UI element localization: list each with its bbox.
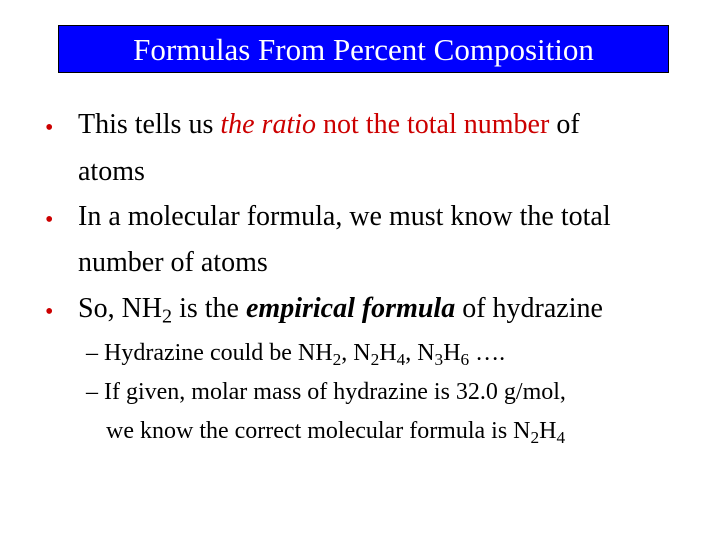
bullet-3-text-end: of hydrazine — [455, 293, 603, 324]
formula-element: H — [539, 418, 557, 444]
subscript: 2 — [530, 427, 540, 447]
slide-title: Formulas From Percent Composition — [133, 31, 594, 67]
subscript: 6 — [460, 349, 470, 369]
formula-separator: , N — [405, 340, 435, 366]
bullet-1-emphasis: the ratio — [220, 109, 317, 140]
sub-bullet-1-text: Hydrazine could be NH — [104, 340, 333, 366]
subscript: 3 — [434, 349, 444, 369]
subscript: 2 — [332, 349, 342, 369]
bullet-marker: • — [45, 115, 54, 141]
subscript: 2 — [370, 349, 380, 369]
bullet-2-line-2: number of atoms — [78, 247, 268, 278]
bullet-1-text-end: of — [549, 109, 580, 140]
bullet-1-text: This tells us — [78, 109, 221, 140]
dash-marker: – — [86, 340, 98, 366]
bullet-marker: • — [45, 299, 54, 325]
bullet-3-text: So, NH — [78, 293, 163, 324]
sub-bullet-2-text: If given, molar mass of hydrazine is 32.0 g/mol, — [104, 379, 566, 405]
bullet-1-line-2: atoms — [78, 156, 145, 187]
sub-bullet-1 — [86, 340, 506, 369]
subscript: 4 — [556, 427, 566, 447]
formula-element: H — [443, 340, 461, 366]
bullet-3-emphasis: empirical formula — [245, 293, 456, 324]
subscript: 2 — [162, 305, 173, 328]
ellipsis: …. — [469, 340, 506, 366]
bullet-1-highlight: not the total number — [316, 109, 550, 140]
formula-element: H — [379, 340, 397, 366]
bullet-2-line-1: In a molecular formula, we must know the total — [78, 201, 611, 232]
bullet-3-text-mid: is the — [172, 293, 246, 324]
sub-bullet-2-line-2 — [106, 418, 566, 447]
sub-bullet-2-line-1 — [86, 380, 566, 404]
subscript: 4 — [396, 349, 406, 369]
sub-bullet-2-text-cont: we know the correct molecular formula is N — [106, 418, 531, 444]
formula-separator: , N — [341, 340, 371, 366]
bullet-3-line — [78, 293, 603, 328]
bullet-marker: • — [45, 207, 54, 233]
bullet-1-line-1 — [78, 111, 580, 139]
dash-marker: – — [86, 379, 98, 405]
